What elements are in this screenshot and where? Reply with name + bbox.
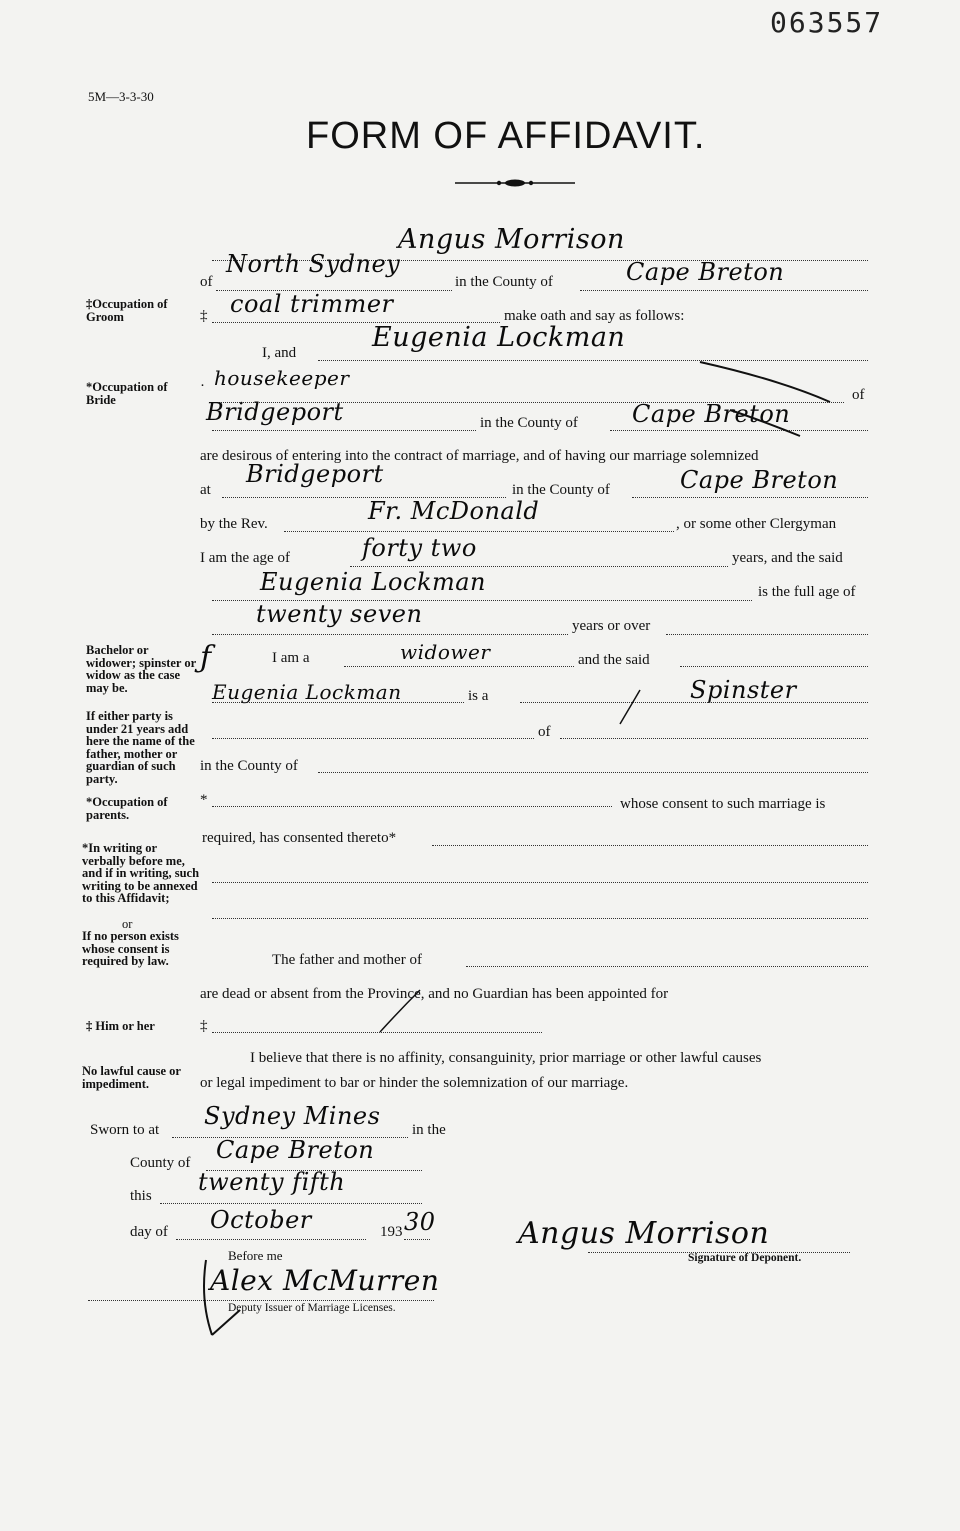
bride-occ-dot: · <box>200 378 205 394</box>
believe-line-1: I believe that there is no affinity, consanguinity, prior marriage or other lawful causes <box>250 1050 762 1066</box>
this-label: this <box>130 1188 152 1204</box>
sworn-month: October <box>210 1206 312 1234</box>
some-other-text: , or some other Clergyman <box>676 516 837 532</box>
side-no-lawful: No lawful cause or impediment. <box>82 1064 181 1091</box>
label-county-bride: in the County of <box>480 415 578 431</box>
groom-county: Cape Breton <box>626 258 785 286</box>
label-county-marriage: in the County of <box>512 482 610 498</box>
side-or: or <box>122 917 133 931</box>
i-and-text: I, and <box>262 345 297 361</box>
bride-place: Bridgeport <box>206 398 344 426</box>
marriage-place: Bridgeport <box>246 460 384 488</box>
deponent-signature: Angus Morrison <box>518 1216 770 1251</box>
side-occupation-parents: *Occupation of parents. <box>86 795 168 822</box>
label-of-bride: of <box>852 387 865 403</box>
bride-name-third: Eugenia Lockman <box>212 680 402 704</box>
serial-number: 063557 <box>770 6 884 39</box>
sworn-county: Cape Breton <box>216 1136 375 1164</box>
groom-place: North Sydney <box>226 250 401 278</box>
father-mother-text: The father and mother of <box>272 952 422 968</box>
desirous-text: are desirous of entering into the contract of marriage, and of having our marriage solemnized <box>200 448 759 464</box>
side-in-writing: *In writing or verbally before me, and if in writing, such writing to be annexed to this Affidavit; <box>82 841 200 905</box>
year-prefix: 193 <box>380 1224 403 1240</box>
side-occupation-bride: *Occupation of Bride <box>86 380 168 407</box>
required-text: required, has consented thereto* <box>202 830 397 846</box>
star-mark: * <box>200 792 208 808</box>
whose-consent-text: whose consent to such marriage is <box>620 796 826 812</box>
bride-occupation: housekeeper <box>214 366 350 390</box>
groom-occupation: coal trimmer <box>230 290 394 318</box>
label-county: in the County of <box>455 274 553 290</box>
side-no-person: If no person exists whose consent is required by law. <box>82 929 179 968</box>
dead-absent-text: are dead or absent from the Province, and no Guardian has been appointed for <box>200 986 669 1002</box>
page-title: FORM OF AFFIDAVIT. <box>306 115 706 157</box>
form-number: 5M—3-3-30 <box>88 89 154 104</box>
before-me-label: Before me <box>228 1248 283 1263</box>
label-of-parent: of <box>538 724 551 740</box>
label-i-am-a: I am a <box>272 650 310 666</box>
groom-status: widower <box>400 640 491 664</box>
deputy-issuer-label: Deputy Issuer of Marriage Licenses. <box>228 1302 396 1314</box>
bride-county: Cape Breton <box>632 400 791 428</box>
groom-name: Angus Morrison <box>398 224 625 255</box>
and-said-text: and the said <box>578 652 650 668</box>
marriage-county: Cape Breton <box>680 466 839 494</box>
sworn-place: Sydney Mines <box>204 1102 381 1130</box>
sworn-year: 30 <box>404 1208 436 1236</box>
day-of-label: day of <box>130 1224 168 1240</box>
bride-name: Eugenia Lockman <box>372 322 626 353</box>
is-a-text: is a <box>468 688 489 704</box>
status-mark: ƒ <box>200 640 212 675</box>
side-under-21: If either party is under 21 years add here the name of the father, mother or guardian of such party. <box>86 709 195 786</box>
dagger-mark-2: ‡ <box>200 1018 208 1034</box>
in-the-label: in the <box>412 1122 446 1138</box>
groom-age: forty two <box>362 534 477 562</box>
years-said-text: years, and the said <box>732 550 843 566</box>
side-him-her: ‡ Him or her <box>86 1019 155 1033</box>
full-age-text: is the full age of <box>758 584 856 600</box>
bride-status: Spinster <box>690 676 797 704</box>
label-at: at <box>200 482 211 498</box>
side-occupation-groom: ‡Occupation of Groom <box>86 297 168 324</box>
bride-name-second: Eugenia Lockman <box>260 568 487 596</box>
issuer-signature: Alex McMurren <box>210 1264 440 1297</box>
believe-line-2: or legal impediment to bar or hinder the solemnization of our marriage. <box>200 1075 629 1091</box>
clergyman-name: Fr. McDonald <box>368 497 540 525</box>
dagger-mark: ‡ <box>200 308 208 324</box>
sworn-at-label: Sworn to at <box>90 1122 160 1138</box>
side-bachelor: Bachelor or widower; spinster or widow as the case may be. <box>86 643 196 695</box>
make-oath-text: make oath and say as follows: <box>504 308 685 324</box>
signature-deponent-label: Signature of Deponent. <box>688 1252 802 1264</box>
label-of: of <box>200 274 213 290</box>
years-over-text: years or over <box>572 618 651 634</box>
bride-age: twenty seven <box>256 600 423 628</box>
label-by-rev: by the Rev. <box>200 516 268 532</box>
label-county-parent: in the County of <box>200 758 298 774</box>
county-of-label: County of <box>130 1155 191 1171</box>
label-i-am-age: I am the age of <box>200 550 290 566</box>
sworn-day: twenty fifth <box>198 1168 346 1196</box>
